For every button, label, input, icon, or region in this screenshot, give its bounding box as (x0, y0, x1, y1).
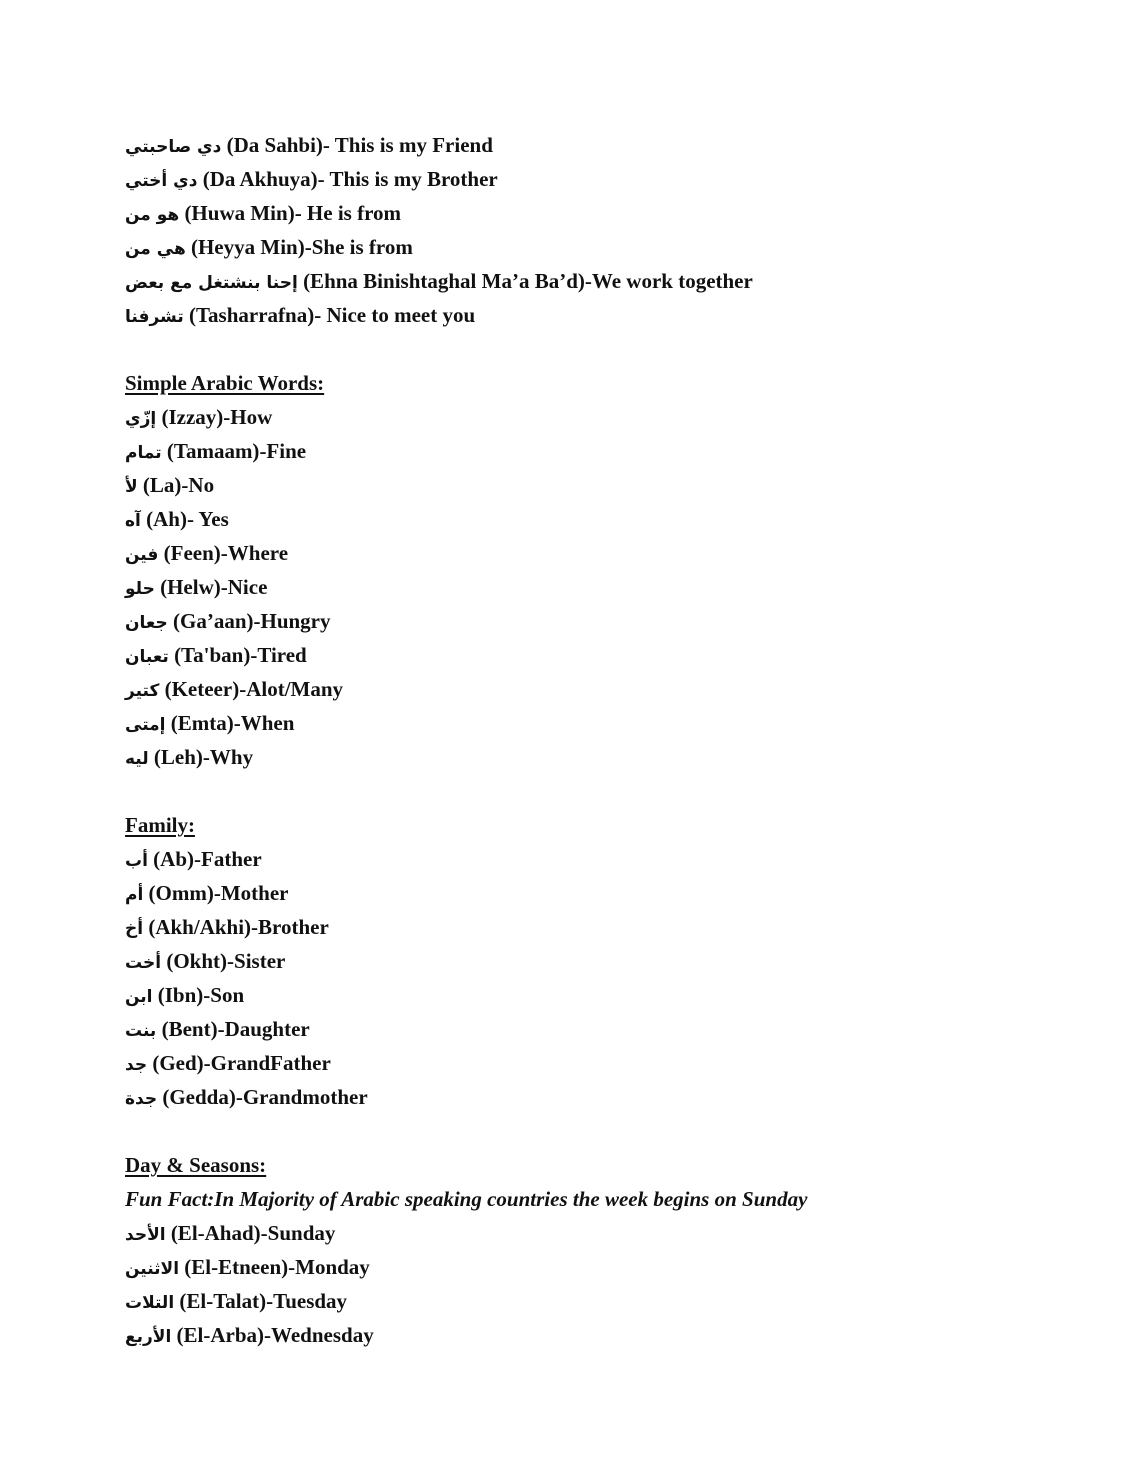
section-heading-days: Day & Seasons: (125, 1153, 267, 1177)
english-meaning: -Mother (213, 881, 289, 905)
arabic-word: جدة (125, 1089, 158, 1109)
transliteration: (El-Talat) (179, 1289, 267, 1313)
phrases-list (125, 128, 1025, 332)
vocab-entry (125, 468, 1025, 502)
english-meaning: -Sister (227, 949, 286, 973)
english-meaning: -She is from (304, 235, 413, 259)
transliteration: (Helw) (160, 575, 221, 599)
english-meaning: -Sunday (260, 1221, 336, 1245)
arabic-word: إحنا بنشتغل مع بعض (125, 273, 298, 293)
english-meaning: -Monday (288, 1255, 370, 1279)
vocab-entry (125, 196, 1025, 230)
transliteration: (Da Sahbi) (226, 133, 323, 157)
vocab-entry (125, 502, 1025, 536)
arabic-word: هي من (125, 239, 186, 259)
english-meaning: -Nice (220, 575, 268, 599)
english-meaning: -Hungry (253, 609, 331, 633)
english-meaning: -No (181, 473, 215, 497)
arabic-word: فين (125, 545, 159, 565)
transliteration: (Ab) (153, 847, 195, 871)
vocab-entry (125, 162, 1025, 196)
transliteration: (El-Etneen) (184, 1255, 289, 1279)
english-meaning: -Where (220, 541, 289, 565)
document-page (125, 128, 1025, 1352)
arabic-word: كتير (125, 681, 160, 701)
english-meaning: -Fine (259, 439, 307, 463)
vocab-entry (125, 876, 1025, 910)
english-meaning: - This is my Brother (317, 167, 498, 191)
vocab-entry (125, 1318, 1025, 1352)
english-meaning: - He is from (294, 201, 402, 225)
transliteration: (Ga’aan) (173, 609, 254, 633)
transliteration: (Ibn) (157, 983, 204, 1007)
transliteration: (Emta) (170, 711, 234, 735)
transliteration: (Feen) (163, 541, 221, 565)
transliteration: (Bent) (161, 1017, 218, 1041)
transliteration: (El-Arba) (176, 1323, 265, 1347)
english-meaning: - This is my Friend (322, 133, 493, 157)
vocab-entry (125, 638, 1025, 672)
arabic-word: حلو (125, 579, 155, 599)
arabic-word: بنت (125, 1021, 157, 1041)
arabic-word: ابن (125, 987, 153, 1007)
english-meaning: -We work together (584, 269, 753, 293)
english-meaning: -Son (203, 983, 245, 1007)
english-meaning: -Daughter (217, 1017, 310, 1041)
arabic-word: جعان (125, 613, 168, 633)
arabic-word: أب (125, 851, 148, 871)
vocab-entry (125, 672, 1025, 706)
arabic-word: أم (125, 885, 144, 905)
vocab-entry (125, 706, 1025, 740)
arabic-word: أخ (125, 919, 144, 939)
english-meaning: - Yes (186, 507, 229, 531)
spacer (125, 332, 1025, 366)
arabic-word: التلات (125, 1293, 175, 1313)
transliteration: (Tasharrafna) (188, 303, 315, 327)
vocab-entry (125, 128, 1025, 162)
transliteration: (Ta'ban) (174, 643, 251, 667)
transliteration: (La) (142, 473, 182, 497)
section-heading-family: Family: (125, 813, 195, 837)
english-meaning: -Father (194, 847, 262, 871)
arabic-word: إمتى (125, 715, 166, 735)
transliteration: (Huwa Min) (184, 201, 295, 225)
arabic-word: هو من (125, 205, 180, 225)
english-meaning: -Brother (251, 915, 329, 939)
transliteration: (El-Ahad) (170, 1221, 261, 1245)
arabic-word: ليه (125, 749, 149, 769)
arabic-word: الاثنين (125, 1259, 180, 1279)
english-meaning: -Alot/Many (239, 677, 344, 701)
transliteration: (Keteer) (164, 677, 240, 701)
transliteration: (Leh) (153, 745, 203, 769)
arabic-word: أخت (125, 953, 162, 973)
vocab-entry (125, 1012, 1025, 1046)
english-meaning: -Grandmother (235, 1085, 368, 1109)
transliteration: (Ged) (152, 1051, 204, 1075)
arabic-word: آه (125, 511, 141, 531)
vocab-entry (125, 1046, 1025, 1080)
vocab-entry (125, 1250, 1025, 1284)
arabic-word: الأربع (125, 1327, 172, 1347)
vocab-entry (125, 1284, 1025, 1318)
vocab-entry (125, 570, 1025, 604)
english-meaning: -Tuesday (266, 1289, 348, 1313)
simple-words-list (125, 400, 1025, 774)
vocab-entry (125, 1080, 1025, 1114)
vocab-entry (125, 400, 1025, 434)
section-heading-simple-words: Simple Arabic Words: (125, 371, 325, 395)
vocab-entry (125, 536, 1025, 570)
transliteration: (Akh/Akhi) (148, 915, 252, 939)
vocab-entry (125, 842, 1025, 876)
english-meaning: -GrandFather (203, 1051, 331, 1075)
transliteration: (Da Akhuya) (202, 167, 318, 191)
english-meaning: -Why (202, 745, 254, 769)
spacer (125, 774, 1025, 808)
arabic-word: تمام (125, 443, 162, 463)
english-meaning: - Nice to meet you (314, 303, 476, 327)
vocab-entry (125, 740, 1025, 774)
vocab-entry (125, 230, 1025, 264)
vocab-entry (125, 978, 1025, 1012)
arabic-word: جد (125, 1055, 148, 1075)
vocab-entry (125, 434, 1025, 468)
family-list (125, 842, 1025, 1114)
transliteration: (Izzay) (161, 405, 224, 429)
arabic-word: إزّي (125, 409, 157, 429)
english-meaning: -Tired (250, 643, 307, 667)
days-list (125, 1216, 1025, 1352)
transliteration: (Omm) (148, 881, 214, 905)
english-meaning: -When (233, 711, 295, 735)
transliteration: (Ehna Binishtaghal Ma’a Ba’d) (303, 269, 585, 293)
transliteration: (Heyya Min) (190, 235, 305, 259)
spacer (125, 1114, 1025, 1148)
arabic-word: تعبان (125, 647, 169, 667)
vocab-entry (125, 944, 1025, 978)
transliteration: (Okht) (166, 949, 228, 973)
vocab-entry (125, 264, 1025, 298)
english-meaning: -How (223, 405, 273, 429)
vocab-entry (125, 1216, 1025, 1250)
transliteration: (Tamaam) (166, 439, 260, 463)
fun-fact: Fun Fact:In Majority of Arabic speaking countries the week begins on Sunday (125, 1187, 808, 1211)
transliteration: (Gedda) (162, 1085, 236, 1109)
arabic-word: الأحد (125, 1225, 166, 1245)
vocab-entry (125, 604, 1025, 638)
arabic-word: دي أختي (125, 171, 198, 191)
english-meaning: -Wednesday (264, 1323, 374, 1347)
arabic-word: لأ (125, 477, 138, 497)
arabic-word: تشرفنا (125, 307, 184, 327)
transliteration: (Ah) (146, 507, 187, 531)
vocab-entry (125, 298, 1025, 332)
vocab-entry (125, 910, 1025, 944)
arabic-word: دي صاحبتي (125, 137, 222, 157)
